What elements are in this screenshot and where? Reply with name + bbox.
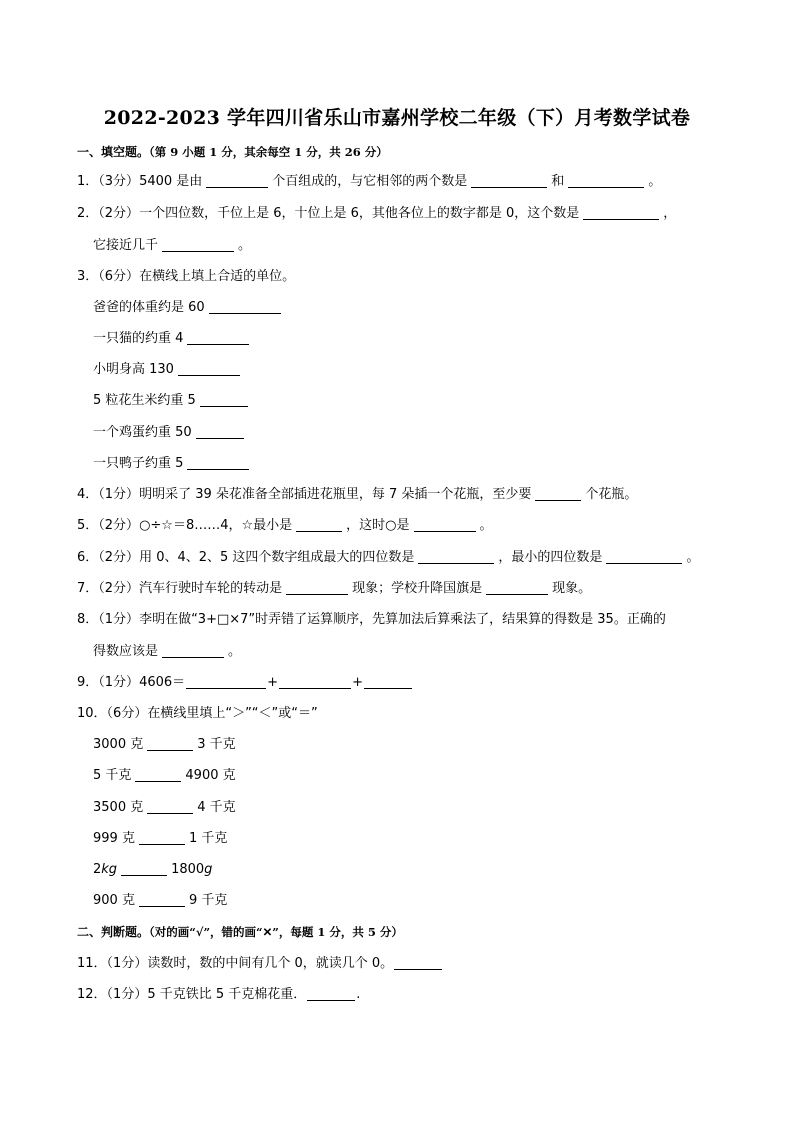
- question-3-item: 一只鸭子约重 5: [93, 455, 253, 473]
- question-8-continued: 得数应该是 。: [93, 644, 242, 659]
- comparison-row: 900 克 9 千克: [93, 893, 228, 908]
- answer-blank[interactable]: [418, 550, 494, 564]
- answer-blank[interactable]: [307, 987, 355, 1001]
- question-9: 9．（1分）4606＝ + +: [77, 674, 413, 692]
- answer-blank[interactable]: [162, 238, 234, 252]
- question-12: 12．（1分）5 千克铁比 5 千克棉花重． .: [77, 987, 361, 1002]
- question-11: 11．（1分）读数时，数的中间有几个 0，就读几个 0。: [77, 955, 443, 973]
- question-5: 5．（2分）○÷☆＝8……4，☆最小是 ，这时○是 。: [77, 518, 493, 533]
- answer-blank[interactable]: [178, 362, 240, 376]
- answer-blank[interactable]: [364, 675, 412, 689]
- question-7: 7．（2分）汽车行驶时车轮的转动是 现象；学校升降国旗是 现象。: [77, 581, 592, 596]
- answer-blank[interactable]: [568, 174, 644, 188]
- section-1-heading: 一、填空题。（第 9 小题 1 分，其余每空 1 分，共 26 分）: [77, 145, 388, 159]
- answer-blank[interactable]: [394, 956, 442, 970]
- question-2-continued: 它接近几千 。: [93, 238, 252, 253]
- question-3-item: 小明身高 130: [93, 361, 244, 379]
- answer-blank[interactable]: [139, 893, 185, 907]
- answer-blank[interactable]: [486, 581, 548, 595]
- question-3-item: 一个鸡蛋约重 50: [93, 424, 248, 442]
- comparison-row: 999 克 1 千克: [93, 831, 228, 846]
- comparison-row: 3500 克 4 千克: [93, 800, 236, 815]
- comparison-row: 3000 克 3 千克: [93, 737, 236, 752]
- answer-blank[interactable]: [187, 331, 249, 345]
- answer-blank[interactable]: [147, 800, 193, 814]
- answer-blank[interactable]: [135, 768, 181, 782]
- answer-blank[interactable]: [606, 550, 682, 564]
- question-8: 8．（1分）李明在做“3+□×7”时弄错了运算顺序，先算加法后算乘法了，结果算的得数是 35。正确的: [77, 612, 666, 627]
- comparison-row: 2kg 1800g: [93, 862, 213, 877]
- answer-blank[interactable]: [121, 862, 167, 876]
- answer-blank[interactable]: [162, 644, 224, 658]
- question-1: 1．（3分）5400 是由 个百组成的，与它相邻的两个数是 和 。: [77, 174, 662, 189]
- section-2-heading: 二、判断题。（对的画“√”，错的画“✕”，每题 1 分，共 5 分）: [77, 925, 403, 939]
- answer-blank[interactable]: [139, 831, 185, 845]
- question-4: 4．（1分）明明采了 39 朵花准备全部插进花瓶里，每 7 朵插一个花瓶，至少要 个花瓶。: [77, 487, 638, 502]
- answer-blank[interactable]: [186, 675, 266, 689]
- exam-title: 2022-2023 学年四川省乐山市嘉州学校二年级（下）月考数学试卷: [103, 107, 691, 129]
- answer-blank[interactable]: [583, 206, 659, 220]
- answer-blank[interactable]: [535, 487, 581, 501]
- question-10: 10．（6分）在横线里填上“＞”“＜”或“＝”: [77, 706, 318, 721]
- answer-blank[interactable]: [296, 518, 342, 532]
- question-3: 3．（6分）在横线上填上合适的单位。: [77, 269, 296, 284]
- answer-blank[interactable]: [206, 174, 268, 188]
- question-2: 2．（2分）一个四位数，千位上是 6，十位上是 6，其他各位上的数字都是 0，这个数是 ，: [77, 206, 677, 221]
- answer-blank[interactable]: [279, 675, 351, 689]
- answer-blank[interactable]: [200, 393, 248, 407]
- comparison-row: 5 千克 4900 克: [93, 768, 236, 783]
- answer-blank[interactable]: [187, 456, 249, 470]
- answer-blank[interactable]: [147, 737, 193, 751]
- question-3-item: 爸爸的体重约是 60: [93, 299, 285, 317]
- answer-blank[interactable]: [286, 581, 348, 595]
- question-3-item: 一只猫的约重 4: [93, 330, 253, 348]
- answer-blank[interactable]: [209, 300, 281, 314]
- answer-blank[interactable]: [196, 425, 244, 439]
- answer-blank[interactable]: [471, 174, 547, 188]
- question-3-item: 5 粒花生米约重 5: [93, 392, 252, 410]
- answer-blank[interactable]: [414, 518, 476, 532]
- question-6: 6．（2分）用 0、4、2、5 这四个数字组成最大的四位数是 ，最小的四位数是 。: [77, 550, 700, 565]
